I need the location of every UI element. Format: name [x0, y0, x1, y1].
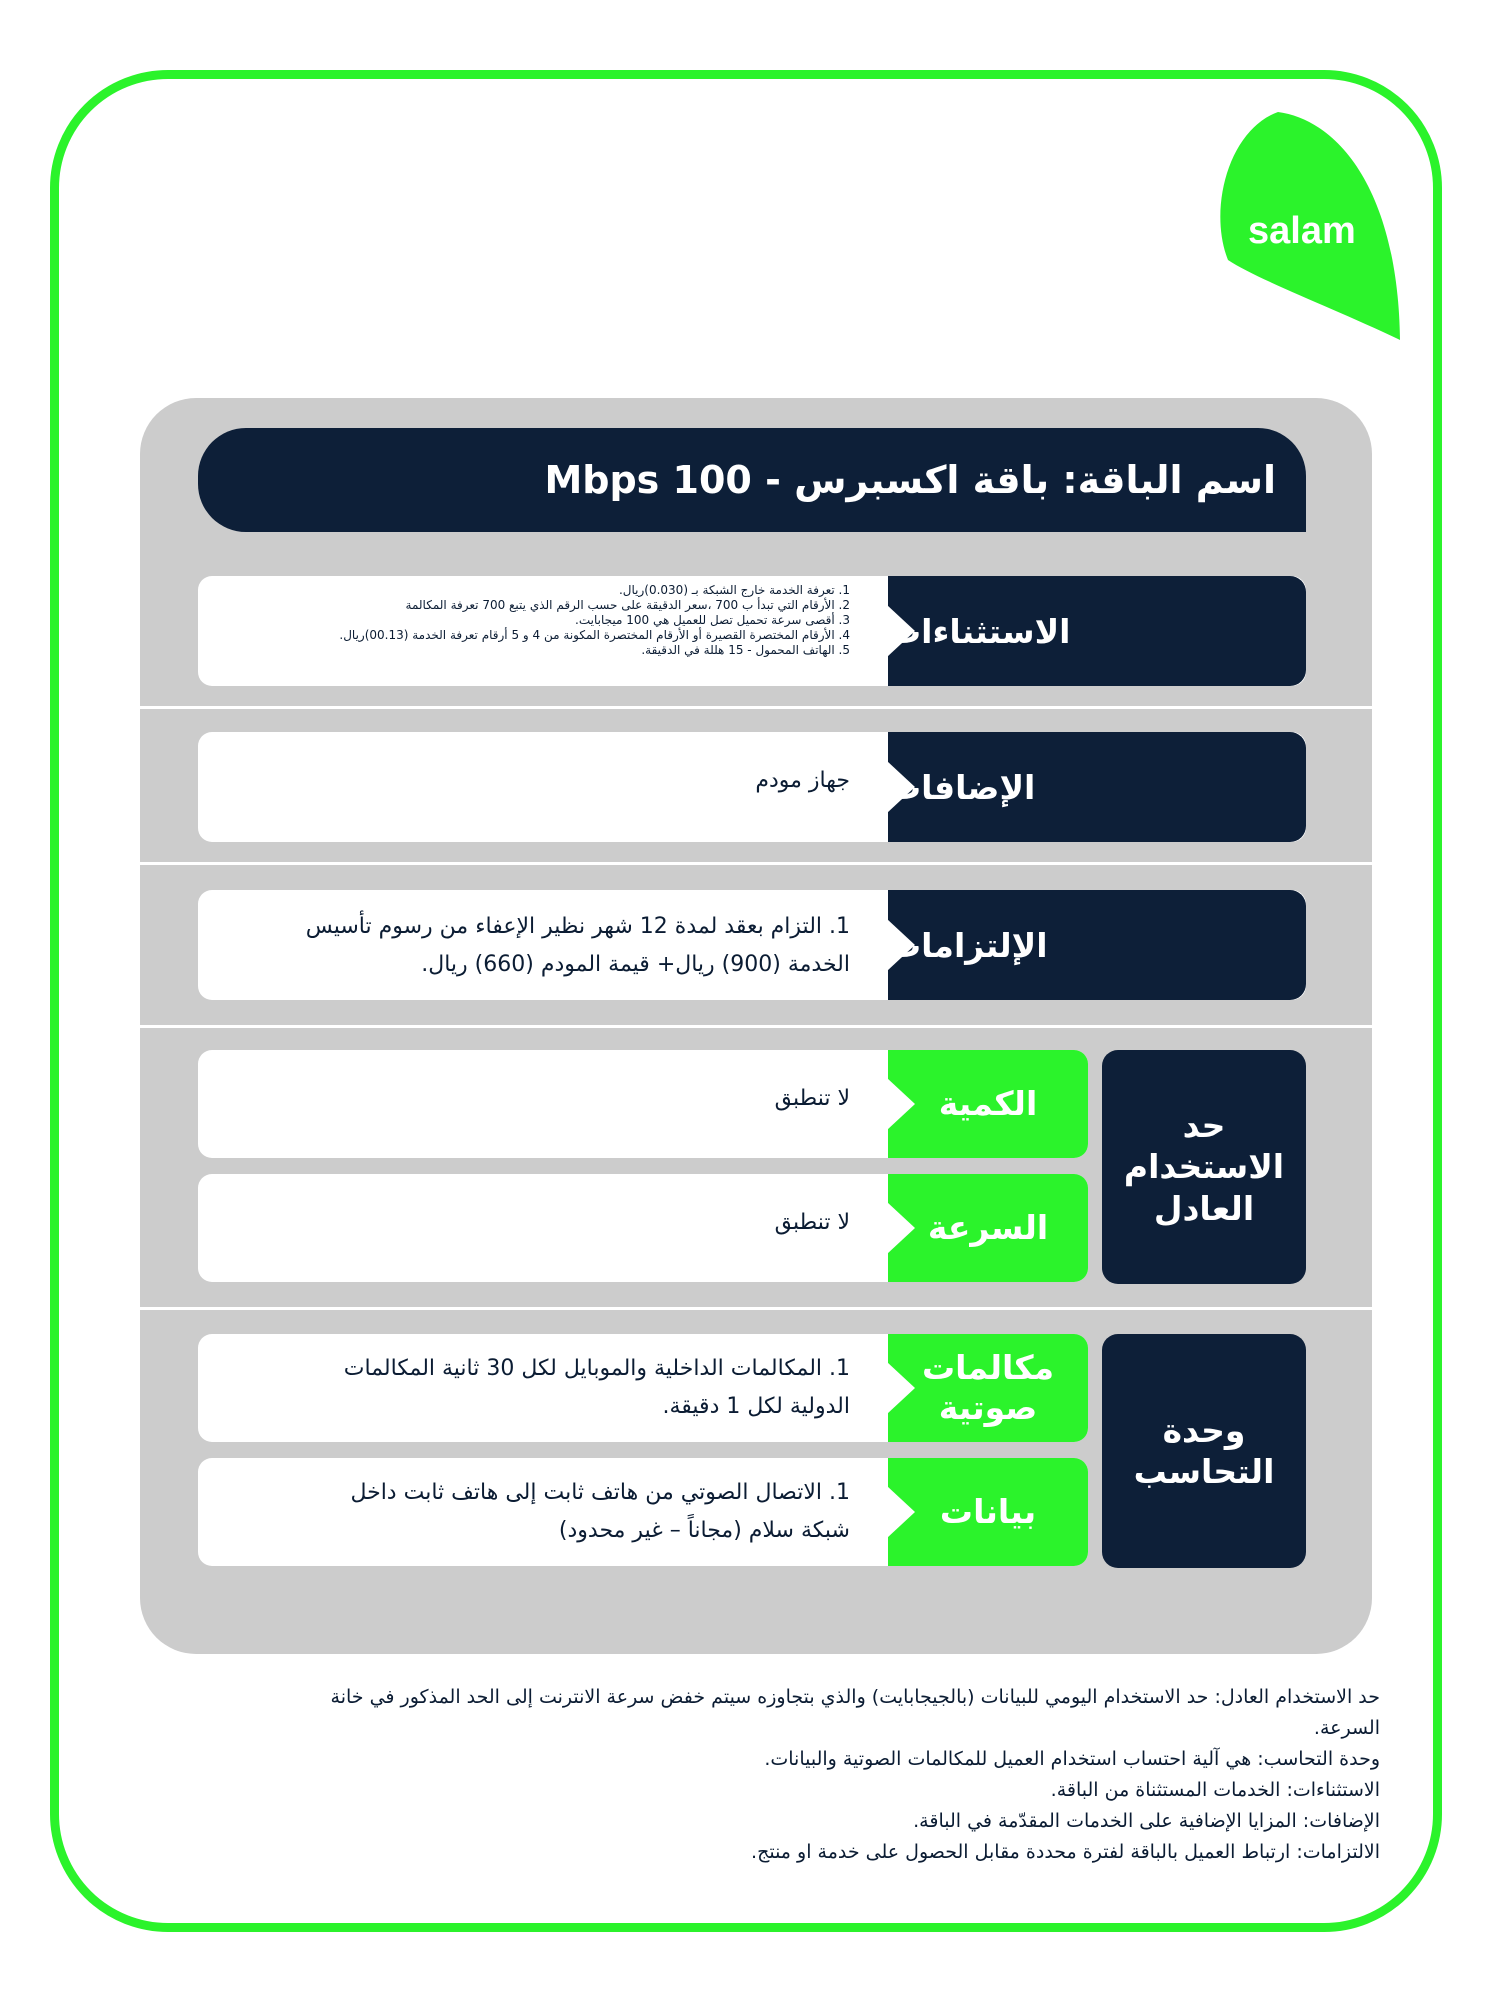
exception-item: 1. تعرفة الخدمة خارج الشبكة بـ (0.030)ريال. — [618, 583, 850, 597]
logo-text: salam — [1248, 210, 1356, 252]
billing-unit-label: وحدة التحاسب — [1102, 1334, 1306, 1568]
speed-label: السرعة — [888, 1174, 1088, 1282]
exceptions-label: الاستثناءات — [888, 576, 1306, 686]
voice-line-1: 1. المكالمات الداخلية والموبايل لكل 30 ثانية المكالمات — [343, 1356, 850, 1381]
package-title-bar — [198, 428, 1306, 532]
row-divider — [140, 706, 1372, 709]
note-line: وحدة التحاسب: هي آلية احتساب استخدام العميل للمكالمات الصوتية والبيانات. — [764, 1748, 1380, 1770]
data-label: بيانات — [888, 1458, 1088, 1566]
commitments-line-1: 1. التزام بعقد لمدة 12 شهر نظير الإعفاء من رسوم تأسيس — [305, 914, 850, 939]
exception-item: 2. الأرقام التي تبدأ ب 700 ،سعر الدقيقة على حسب الرقم الذي يتبع 700 تعرفة المكالمة — [405, 598, 850, 612]
definitions-notes — [208, 1682, 1380, 1868]
voice-line-2: الدولية لكل 1 دقيقة. — [662, 1394, 850, 1419]
data-value — [205, 1474, 850, 1550]
note-line: الالتزامات: ارتباط العميل بالباقة لفترة محددة مقابل الحصول على خدمة او منتج. — [751, 1841, 1380, 1863]
note-line: حد الاستخدام العادل: حد الاستخدام اليومي للبيانات (بالجيجابايت) والذي بتجاوزه سيتم خفض سرعة الانترنت إلى الحد المذكور في خانة — [330, 1686, 1380, 1708]
row-divider — [140, 1025, 1372, 1028]
salam-logo — [1218, 110, 1402, 340]
quantity-label: الكمية — [888, 1050, 1088, 1158]
commitments-value — [205, 908, 850, 984]
package-title: اسم الباقة: باقة اكسبرس - 100 Mbps — [544, 458, 1276, 502]
commitments-label: الإلتزامات — [888, 890, 1306, 1000]
note-line: الاستثناءات: الخدمات المستثناة من الباقة. — [1050, 1779, 1380, 1801]
data-line-1: 1. الاتصال الصوتي من هاتف ثابت إلى هاتف ثابت داخل — [350, 1480, 850, 1505]
fair-use-label: حد الاستخدام العادل — [1102, 1050, 1306, 1284]
voice-value — [205, 1350, 850, 1426]
exception-item: 5. الهاتف المحمول - 15 هللة في الدقيقة. — [641, 643, 850, 657]
data-line-2: شبكة سلام (مجاناً – غير محدود) — [558, 1518, 850, 1543]
note-line: السرعة. — [1313, 1717, 1380, 1739]
speed-value: لا تنطبق — [774, 1210, 850, 1235]
exception-item: 4. الأرقام المختصرة القصيرة أو الأرقام المختصرة المكونة من 4 و 5 أرقام تعرفة الخدمة (00.13)ريال. — [339, 628, 850, 642]
voice-label: مكالمات صوتية — [888, 1334, 1088, 1442]
commitments-line-2: الخدمة (900) ريال+ قيمة المودم (660) ريال. — [421, 952, 850, 977]
note-line: الإضافات: المزايا الإضافية على الخدمات المقدّمة في الباقة. — [913, 1810, 1380, 1832]
quantity-value: لا تنطبق — [774, 1086, 850, 1111]
row-divider — [140, 1307, 1372, 1310]
exceptions-list — [210, 583, 850, 658]
row-divider — [140, 862, 1372, 865]
addons-label: الإضافات — [888, 732, 1306, 842]
exception-item: 3. أقصى سرعة تحميل تصل للعميل هي 100 ميجابايت. — [575, 613, 850, 627]
addons-value: جهاز مودم — [755, 768, 850, 793]
